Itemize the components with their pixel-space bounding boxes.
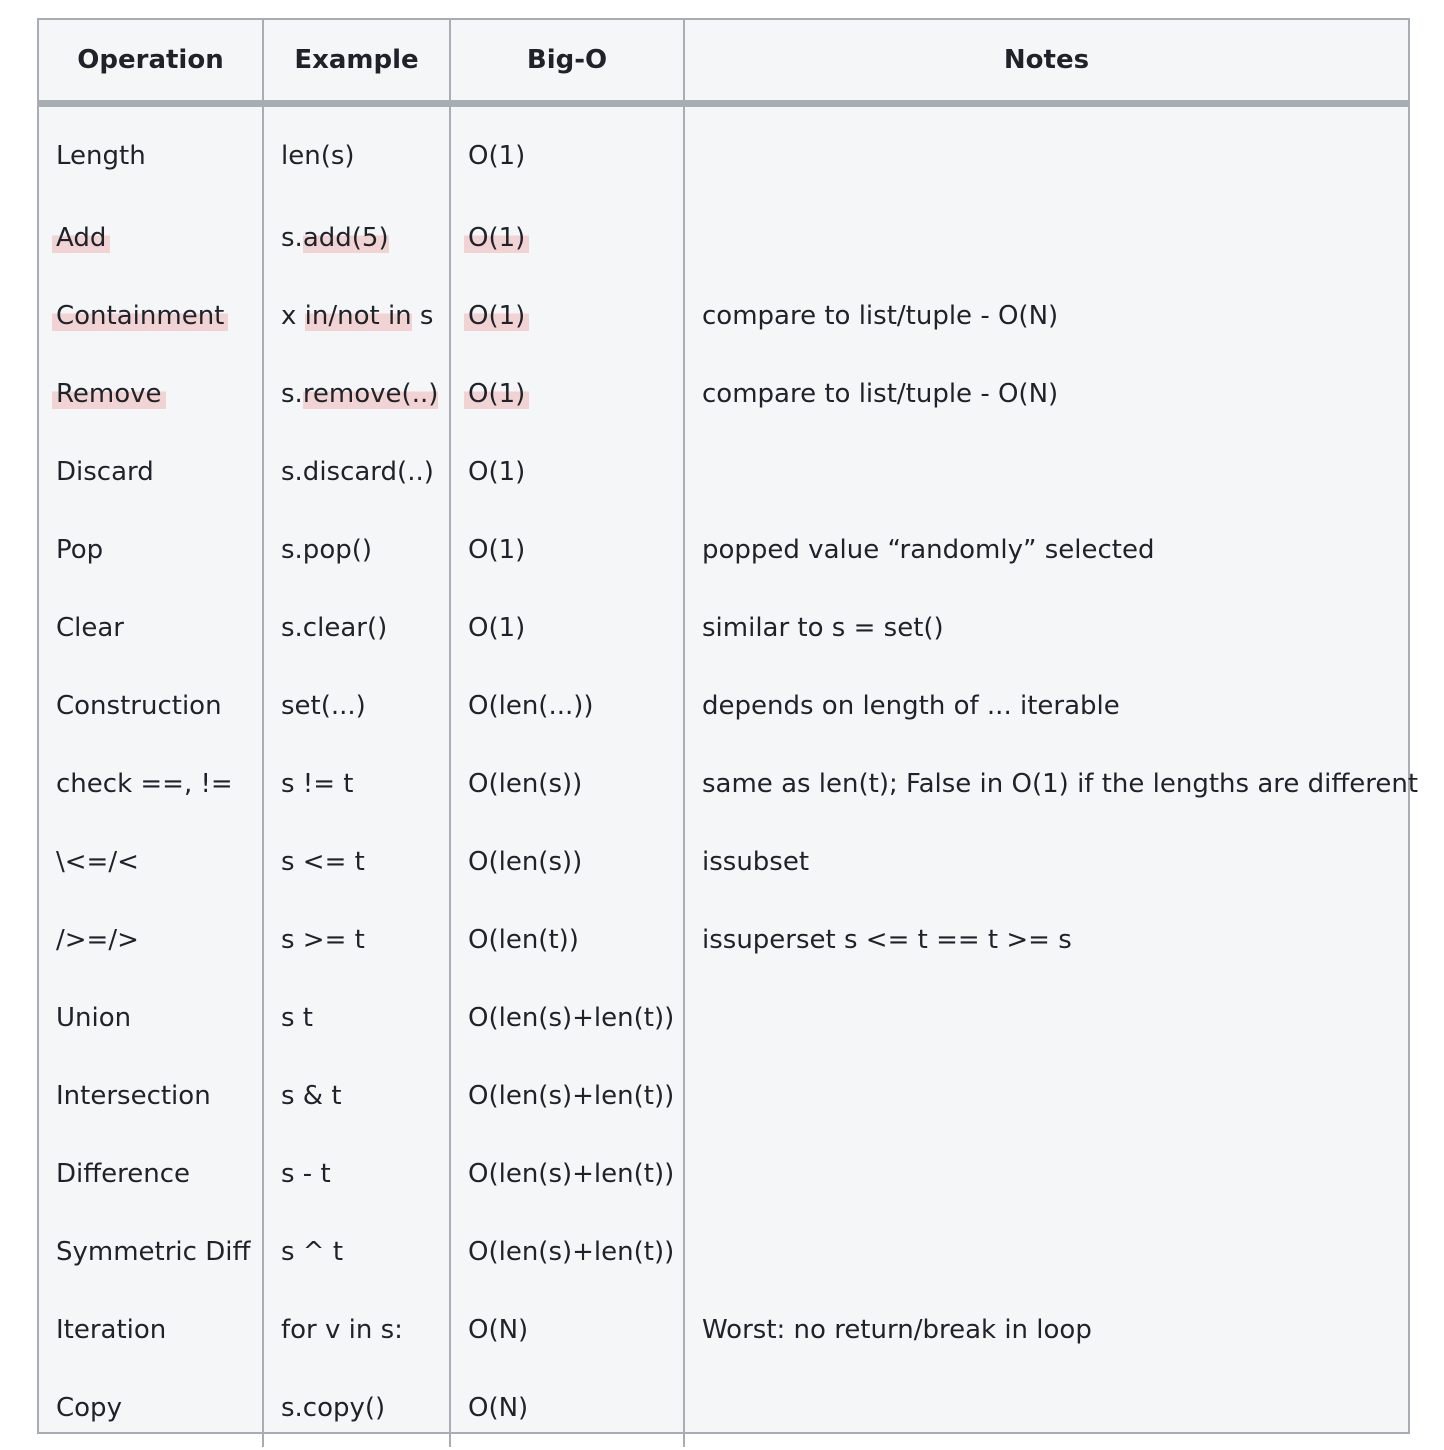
example-cell: [263, 823, 450, 901]
big-o-value: O(1): [468, 457, 526, 487]
table-body: [39, 104, 1419, 1448]
table-row: [39, 667, 1408, 745]
big-o-cell: [450, 355, 684, 433]
operation-cell: [39, 901, 263, 979]
table-row: [39, 1213, 1408, 1291]
big-o-cell: [450, 1291, 684, 1369]
table-row: [39, 1291, 1408, 1369]
big-o-cell: [450, 745, 684, 823]
example-text: for v in s:: [281, 1315, 403, 1345]
example-text: s.: [281, 379, 303, 409]
big-o-cell: [450, 979, 684, 1057]
big-o-value: O(len(s)): [468, 769, 583, 799]
operation-cell: [39, 355, 263, 433]
big-o-cell: [450, 511, 684, 589]
notes-cell: compare to list/tuple - O(N): [684, 277, 1408, 355]
operation-label: Length: [56, 141, 146, 171]
operation-cell: [39, 979, 263, 1057]
big-o-cell: [450, 1369, 684, 1447]
example-text: s <= t: [281, 847, 365, 877]
header-notes: Notes: [684, 20, 1408, 104]
header-operation: Operation: [39, 20, 263, 104]
notes-cell: [684, 104, 1408, 200]
example-text: s - t: [281, 1159, 331, 1189]
big-o-cell: [450, 589, 684, 667]
table-row: [39, 979, 1408, 1057]
big-o-value: O(len(s)+len(t)): [468, 1081, 675, 1111]
notes-cell: Worst: no return/break in loop: [684, 1291, 1408, 1369]
notes-cell: [684, 1369, 1408, 1447]
table-row: [39, 104, 1408, 200]
operation-label: Construction: [56, 691, 222, 721]
notes-cell: similar to s = set(): [684, 589, 1408, 667]
table-row: [39, 1369, 1408, 1447]
operation-cell: [39, 1291, 263, 1369]
example-cell: [263, 1057, 450, 1135]
big-o-value: O(1): [468, 535, 526, 565]
example-text: s & t: [281, 1081, 342, 1111]
big-o-value: O(len(t)): [468, 925, 579, 955]
example-text: set(...): [281, 691, 366, 721]
operation-cell: [39, 1213, 263, 1291]
big-o-value: O(len(s)+len(t)): [468, 1237, 675, 1267]
example-text: s.discard(..): [281, 457, 434, 487]
operation-label: Difference: [56, 1159, 191, 1189]
example-text: s >= t: [281, 925, 365, 955]
notes-cell: [684, 1213, 1408, 1291]
example-cell: [263, 104, 450, 200]
operation-cell: [39, 745, 263, 823]
operation-label: Add: [52, 223, 110, 253]
big-o-cell: [450, 433, 684, 511]
table-row: [39, 355, 1408, 433]
example-cell: [263, 1291, 450, 1369]
operation-label: \<=/<: [56, 847, 139, 877]
notes-cell: [684, 199, 1408, 277]
example-cell: [263, 979, 450, 1057]
notes-cell: [684, 433, 1408, 511]
big-o-cell: [450, 823, 684, 901]
notes-cell: compare to list/tuple - O(N): [684, 355, 1408, 433]
operation-cell: [39, 1057, 263, 1135]
example-cell: [263, 1135, 450, 1213]
example-highlight: add(5): [302, 223, 389, 253]
table-row: [39, 1057, 1408, 1135]
big-o-cell: [450, 1135, 684, 1213]
operation-label: Iteration: [56, 1315, 167, 1345]
example-text: x: [281, 301, 305, 331]
example-text: s ^ t: [281, 1237, 344, 1267]
notes-cell: issuperset s <= t == t >= s: [684, 901, 1408, 979]
example-cell: [263, 589, 450, 667]
operation-cell: [39, 277, 263, 355]
example-text: s.pop(): [281, 535, 373, 565]
table-row: [39, 511, 1408, 589]
big-o-value: O(1): [468, 141, 526, 171]
example-highlight: remove(..): [302, 379, 439, 409]
table-row: [39, 823, 1408, 901]
big-o-value: O(N): [468, 1393, 529, 1423]
table-row: [39, 277, 1408, 355]
operation-cell: [39, 104, 263, 200]
example-cell: [263, 355, 450, 433]
big-o-value: O(len(s)): [468, 847, 583, 877]
operation-label: Intersection: [56, 1081, 211, 1111]
operation-cell: [39, 199, 263, 277]
example-text: s: [411, 301, 434, 331]
big-o-cell: [450, 667, 684, 745]
operation-cell: [39, 1135, 263, 1213]
example-cell: [263, 901, 450, 979]
operation-cell: [39, 433, 263, 511]
set-operations-table: [39, 20, 1419, 1447]
big-o-value: O(len(...)): [468, 691, 594, 721]
notes-cell: issubset: [684, 823, 1408, 901]
table-row: [39, 199, 1408, 277]
notes-cell: depends on length of ... iterable: [684, 667, 1408, 745]
big-o-value: O(1): [468, 613, 526, 643]
example-cell: [263, 511, 450, 589]
big-o-value: O(1): [464, 301, 529, 331]
table-row: [39, 433, 1408, 511]
operation-cell: [39, 667, 263, 745]
operation-label: Pop: [56, 535, 104, 565]
big-o-value: O(1): [464, 379, 529, 409]
header-row: [39, 20, 1408, 104]
notes-cell: popped value “randomly” selected: [684, 511, 1408, 589]
big-o-cell: [450, 1057, 684, 1135]
operation-label: Copy: [56, 1393, 122, 1423]
big-o-value: O(len(s)+len(t)): [468, 1003, 675, 1033]
header-example: Example: [263, 20, 450, 104]
operation-label: Clear: [56, 613, 124, 643]
operation-label: Discard: [56, 457, 154, 487]
big-o-value: O(N): [468, 1315, 529, 1345]
operation-cell: [39, 589, 263, 667]
big-o-cell: [450, 199, 684, 277]
operation-label: Symmetric Diff: [56, 1237, 251, 1267]
notes-cell: [684, 1135, 1408, 1213]
big-o-value: O(len(s)+len(t)): [468, 1159, 675, 1189]
operation-label: />=/>: [56, 925, 139, 955]
notes-cell: [684, 979, 1408, 1057]
table-row: [39, 901, 1408, 979]
operation-cell: [39, 823, 263, 901]
example-cell: [263, 277, 450, 355]
example-highlight: in/not in: [304, 301, 412, 331]
example-cell: [263, 433, 450, 511]
example-cell: [263, 667, 450, 745]
example-text: s.copy(): [281, 1393, 386, 1423]
example-text: s.: [281, 223, 303, 253]
header-big-o: Big-O: [450, 20, 684, 104]
big-o-cell: [450, 104, 684, 200]
example-text: s.clear(): [281, 613, 388, 643]
notes-cell: same as len(t); False in O(1) if the lengths are different: [684, 745, 1408, 823]
notes-cell: [684, 1057, 1408, 1135]
big-o-cell: [450, 901, 684, 979]
operation-cell: [39, 511, 263, 589]
example-cell: [263, 1369, 450, 1447]
table-row: [39, 1135, 1408, 1213]
big-o-value: O(1): [464, 223, 529, 253]
table-row: [39, 589, 1408, 667]
operation-cell: [39, 1369, 263, 1447]
example-text: len(s): [281, 141, 355, 171]
example-cell: [263, 745, 450, 823]
example-cell: [263, 1213, 450, 1291]
operation-label: check ==, !=: [56, 769, 233, 799]
big-o-cell: [450, 277, 684, 355]
operation-label: Containment: [52, 301, 228, 331]
operation-label: Union: [56, 1003, 132, 1033]
operation-label: Remove: [52, 379, 166, 409]
example-text: s != t: [281, 769, 354, 799]
example-text: s t: [281, 1003, 314, 1033]
example-cell: [263, 199, 450, 277]
table-row: [39, 745, 1408, 823]
big-o-cell: [450, 1213, 684, 1291]
complexity-table: [37, 18, 1419, 1434]
